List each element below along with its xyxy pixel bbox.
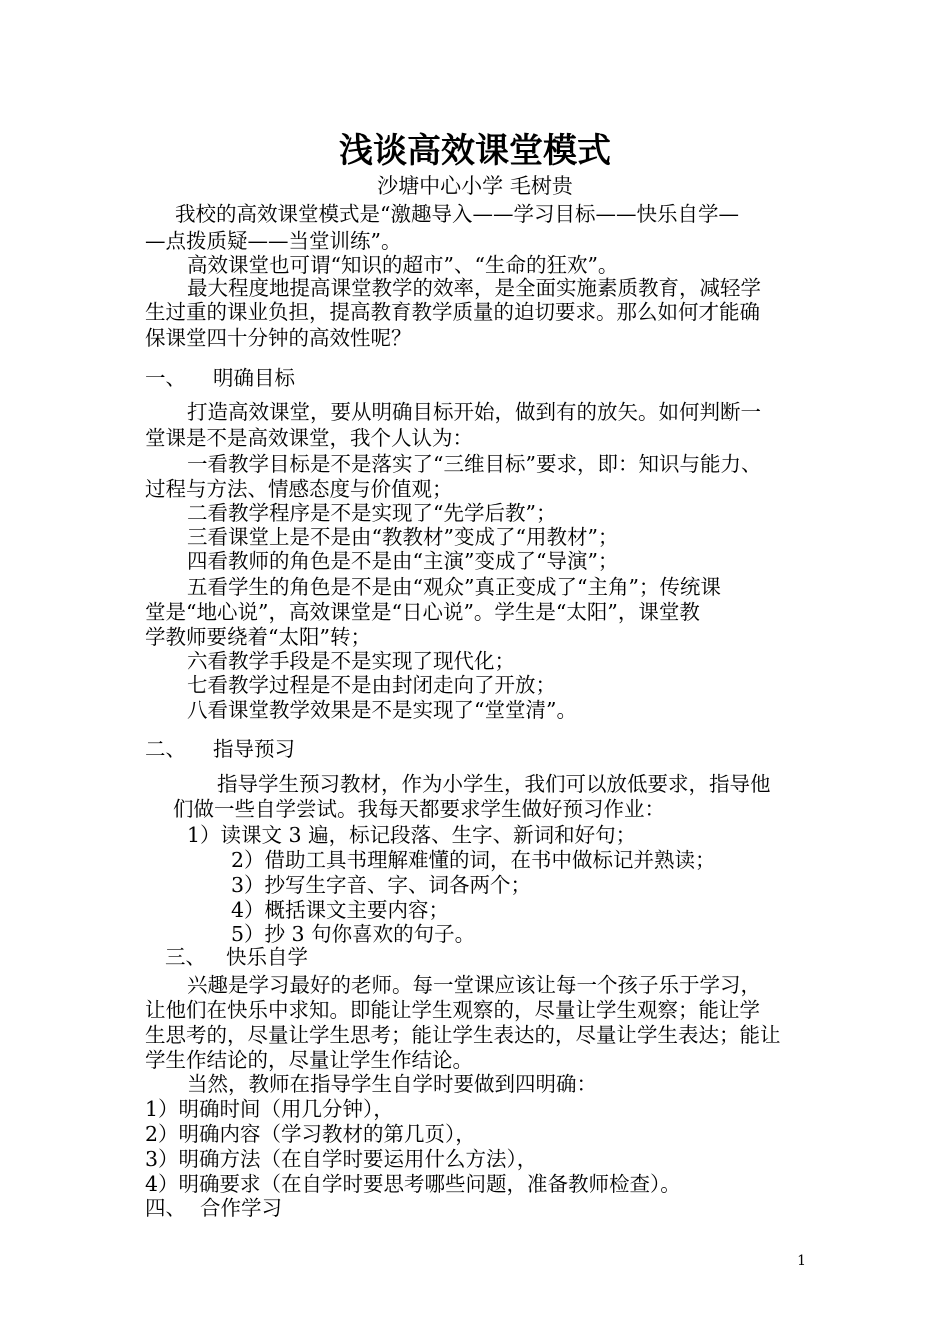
- section2-line-6: 4）概括课文主要内容；: [231, 898, 450, 922]
- section2-line-5: 3）抄写生字音、字、词各两个；: [231, 873, 532, 897]
- section1-line-9: 堂是“地心说”，高效课堂是“日心说”。学生是“太阳”，课堂教: [145, 600, 700, 624]
- section3-line-3: 生思考的，尽量让学生思考；能让学生表达的，尽量让学生表达；能让: [145, 1023, 781, 1047]
- section4-heading-number: 四、: [145, 1196, 186, 1220]
- section4-heading-text: 合作学习: [200, 1196, 282, 1220]
- section2-heading-number: 二、: [145, 737, 186, 761]
- section1-heading-number: 一、: [145, 366, 186, 390]
- document-title: 浅谈高效课堂模式: [339, 131, 611, 171]
- section3-line-4: 学生作结论的，尽量让学生作结论。: [145, 1048, 473, 1072]
- section3-line-8: 3）明确方法（在自学时要运用什么方法），: [145, 1147, 538, 1171]
- section3-line-6: 1）明确时间（用几分钟），: [145, 1097, 394, 1121]
- section3-line-9: 4）明确要求（在自学时要思考哪些问题，准备教师检查）。: [145, 1172, 681, 1196]
- section1-line-5: 二看教学程序是不是实现了“先学后教”；: [187, 501, 557, 525]
- intro-line-5: 生过重的课业负担，提高教育教学质量的迫切要求。那么如何才能确: [145, 300, 760, 324]
- section1-line-10: 学教师要绕着“太阳”转；: [145, 625, 371, 649]
- section1-line-11: 六看教学手段是不是实现了现代化；: [187, 649, 515, 673]
- section1-line-6: 三看课堂上是不是由“教教材”变成了“用教材”；: [187, 525, 619, 549]
- section1-line-8: 五看学生的角色是不是由“观众”真正变成了“主角”；传统课: [187, 575, 721, 599]
- document-author: 沙塘中心小学 毛树贵: [377, 174, 573, 198]
- section1-line-12: 七看教学过程是不是由封闭走向了开放；: [187, 673, 556, 697]
- section1-heading-text: 明确目标: [213, 366, 295, 390]
- section2-line-4: 2）借助工具书理解难懂的词，在书中做标记并熟读；: [231, 848, 716, 872]
- section1-line-1: 打造高效课堂，要从明确目标开始，做到有的放矢。如何判断一: [187, 400, 761, 424]
- section2-line-3: 1）读课文 3 遍，标记段落、生字、新词和好句；: [187, 823, 637, 847]
- section3-heading-number: 三、: [165, 945, 206, 969]
- section3-line-5: 当然，教师在指导学生自学时要做到四明确：: [187, 1072, 597, 1096]
- section3-heading-text: 快乐自学: [226, 945, 308, 969]
- section1-line-13: 八看课堂教学效果是不是实现了“堂堂清”。: [187, 698, 577, 722]
- section3-line-2: 让他们在快乐中求知。即能让学生观察的，尽量让学生观察；能让学: [145, 998, 760, 1022]
- section3-line-1: 兴趣是学习最好的老师。每一堂课应该让每一个孩子乐于学习，: [187, 973, 761, 997]
- page-number: 1: [797, 1253, 806, 1269]
- section1-line-2: 堂课是不是高效课堂，我个人认为：: [145, 426, 473, 450]
- section3-line-7: 2）明确内容（学习教材的第几页），: [145, 1122, 476, 1146]
- section2-line-7: 5）抄 3 句你喜欢的句子。: [231, 922, 476, 946]
- intro-line-3: 高效课堂也可谓“知识的超市”、“生命的狂欢”。: [187, 253, 619, 277]
- section2-line-2: 们做一些自学尝试。我每天都要求学生做好预习作业：: [173, 797, 665, 821]
- section2-line-1: 指导学生预习教材，作为小学生，我们可以放低要求，指导他: [217, 772, 771, 796]
- intro-line-4: 最大程度地提高课堂教学的效率，是全面实施素质教育，减轻学: [187, 276, 761, 300]
- section1-line-7: 四看教师的角色是不是由“主演”变成了“导演”；: [187, 549, 619, 573]
- section2-heading-text: 指导预习: [213, 737, 295, 761]
- intro-line-2: —点拨质疑——当堂训练”。: [145, 229, 402, 253]
- section1-line-3: 一看教学目标是不是落实了“三维目标”要求，即：知识与能力、: [187, 452, 762, 476]
- intro-line-1: 我校的高效课堂模式是“激趣导入——学习目标——快乐自学—: [175, 202, 739, 226]
- intro-line-6: 保课堂四十分钟的高效性呢？: [145, 326, 412, 350]
- section1-line-4: 过程与方法、情感态度与价值观；: [145, 477, 453, 501]
